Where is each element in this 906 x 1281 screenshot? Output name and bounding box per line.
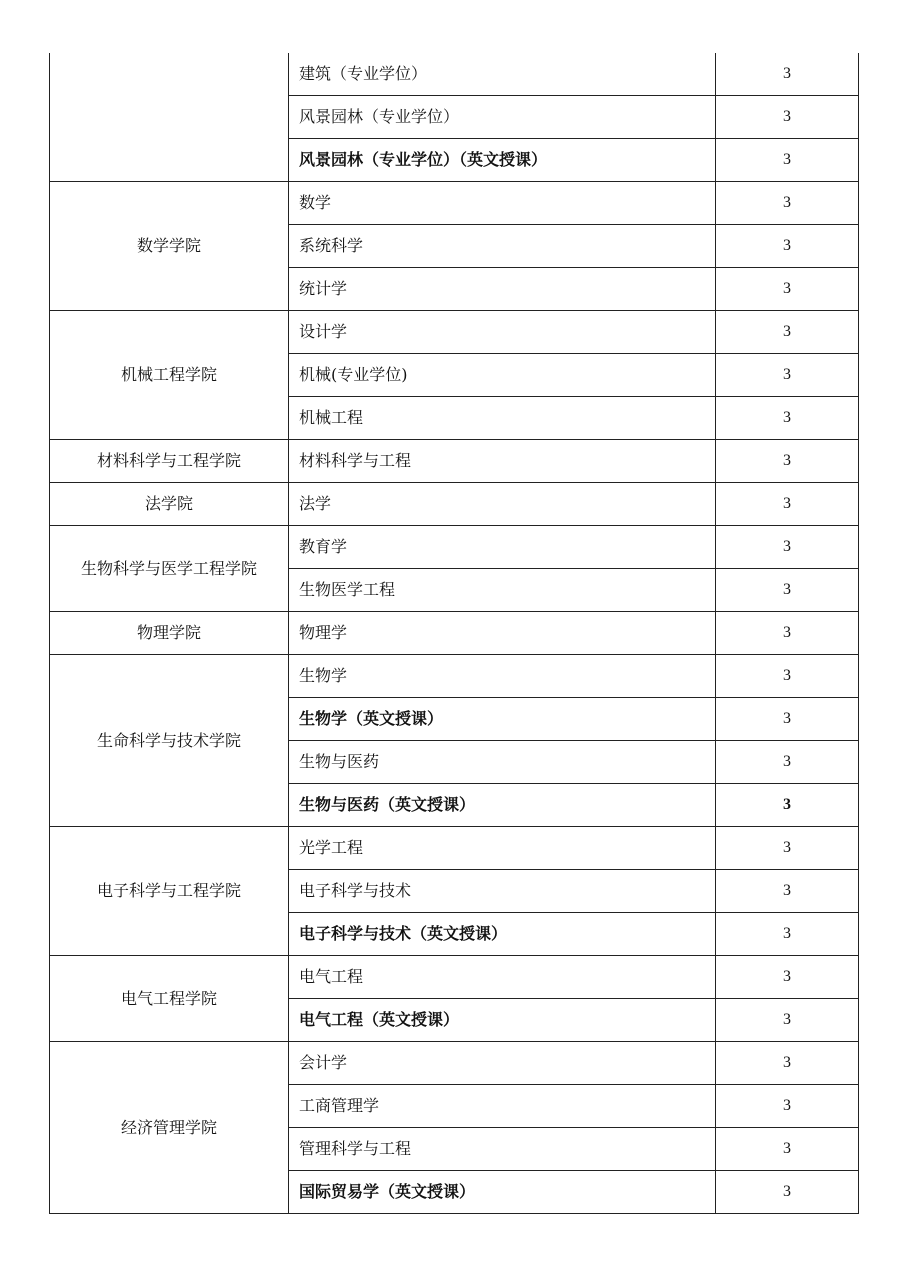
quota-count-cell: 3 xyxy=(716,741,859,784)
major-cell: 电气工程 xyxy=(289,956,716,999)
table-row xyxy=(50,483,859,526)
major-cell: 机械工程 xyxy=(289,397,716,440)
quota-count-cell: 3 xyxy=(716,956,859,999)
college-cell: 经济管理学院 xyxy=(50,1042,289,1214)
major-cell: 法学 xyxy=(289,483,716,526)
table-row xyxy=(50,827,859,870)
quota-count-cell: 3 xyxy=(716,698,859,741)
college-cell: 机械工程学院 xyxy=(50,311,289,440)
major-cell: 工商管理学 xyxy=(289,1085,716,1128)
quota-count-cell: 3 xyxy=(716,440,859,483)
quota-count-cell: 3 xyxy=(716,483,859,526)
quota-count-cell: 3 xyxy=(716,311,859,354)
table-row xyxy=(50,311,859,354)
document-page xyxy=(49,53,858,1214)
major-cell: 会计学 xyxy=(289,1042,716,1085)
major-cell: 电子科学与技术 xyxy=(289,870,716,913)
quota-count-cell: 3 xyxy=(716,1085,859,1128)
majors-quota-table xyxy=(49,53,859,1214)
major-cell: 生物学 xyxy=(289,655,716,698)
major-cell: 风景园林（专业学位）（英文授课） xyxy=(289,139,716,182)
table-row xyxy=(50,956,859,999)
college-cell: 材料科学与工程学院 xyxy=(50,440,289,483)
quota-count-cell: 3 xyxy=(716,139,859,182)
major-cell: 教育学 xyxy=(289,526,716,569)
quota-count-cell: 3 xyxy=(716,225,859,268)
major-cell: 风景园林（专业学位） xyxy=(289,96,716,139)
quota-count-cell: 3 xyxy=(716,182,859,225)
table-row xyxy=(50,440,859,483)
college-cell: 生物科学与医学工程学院 xyxy=(50,526,289,612)
quota-count-cell: 3 xyxy=(716,827,859,870)
major-cell: 设计学 xyxy=(289,311,716,354)
major-cell: 材料科学与工程 xyxy=(289,440,716,483)
major-cell: 电气工程（英文授课） xyxy=(289,999,716,1042)
major-cell: 生物与医药 xyxy=(289,741,716,784)
quota-count-cell: 3 xyxy=(716,1042,859,1085)
major-cell: 数学 xyxy=(289,182,716,225)
college-cell: 生命科学与技术学院 xyxy=(50,655,289,827)
table-row xyxy=(50,1042,859,1085)
college-cell xyxy=(50,53,289,182)
major-cell: 生物医学工程 xyxy=(289,569,716,612)
major-cell: 光学工程 xyxy=(289,827,716,870)
quota-count-cell: 3 xyxy=(716,870,859,913)
college-cell: 法学院 xyxy=(50,483,289,526)
major-cell: 管理科学与工程 xyxy=(289,1128,716,1171)
table-row xyxy=(50,53,859,96)
major-cell: 统计学 xyxy=(289,268,716,311)
major-cell: 物理学 xyxy=(289,612,716,655)
table-row xyxy=(50,612,859,655)
quota-count-cell: 3 xyxy=(716,397,859,440)
quota-count-cell: 3 xyxy=(716,1128,859,1171)
college-cell: 电气工程学院 xyxy=(50,956,289,1042)
quota-count-cell: 3 xyxy=(716,96,859,139)
major-cell: 国际贸易学（英文授课） xyxy=(289,1171,716,1214)
quota-count-cell: 3 xyxy=(716,913,859,956)
table-row xyxy=(50,182,859,225)
quota-count-cell: 3 xyxy=(716,999,859,1042)
college-cell: 物理学院 xyxy=(50,612,289,655)
quota-count-cell: 3 xyxy=(716,53,859,96)
quota-count-cell: 3 xyxy=(716,569,859,612)
college-cell: 数学学院 xyxy=(50,182,289,311)
quota-count-cell: 3 xyxy=(716,526,859,569)
major-cell: 建筑（专业学位） xyxy=(289,53,716,96)
table-row xyxy=(50,655,859,698)
major-cell: 机械(专业学位) xyxy=(289,354,716,397)
major-cell: 生物与医药（英文授课） xyxy=(289,784,716,827)
quota-count-cell: 3 xyxy=(716,784,859,827)
college-cell: 电子科学与工程学院 xyxy=(50,827,289,956)
quota-count-cell: 3 xyxy=(716,354,859,397)
quota-count-cell: 3 xyxy=(716,268,859,311)
quota-count-cell: 3 xyxy=(716,612,859,655)
quota-count-cell: 3 xyxy=(716,1171,859,1214)
table-body xyxy=(50,53,859,1214)
table-row xyxy=(50,526,859,569)
major-cell: 电子科学与技术（英文授课） xyxy=(289,913,716,956)
major-cell: 系统科学 xyxy=(289,225,716,268)
major-cell: 生物学（英文授课） xyxy=(289,698,716,741)
quota-count-cell: 3 xyxy=(716,655,859,698)
